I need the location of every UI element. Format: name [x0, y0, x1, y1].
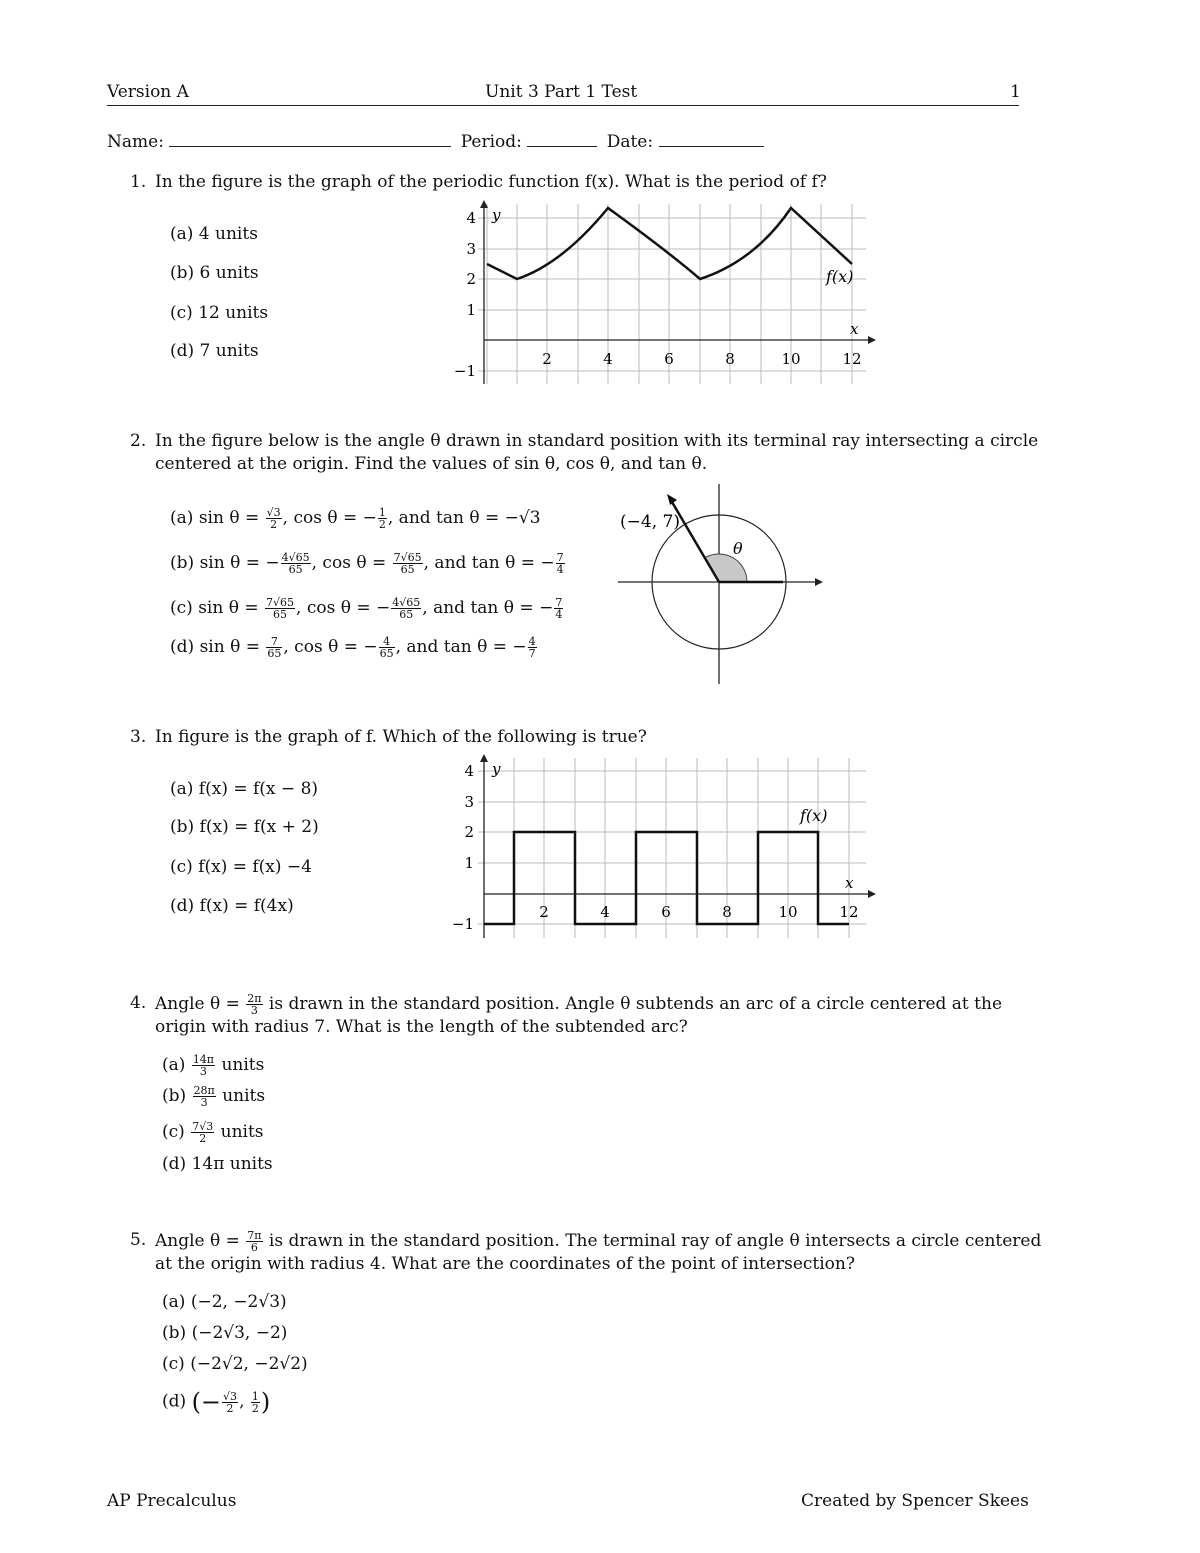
q4-option-a[interactable]: (a) $\frac{14\pi}{3}$ units [162, 1053, 265, 1078]
q5-text-line2: at the origin with radius 4. What are the coordinates of the point of intersection? [155, 1254, 855, 1274]
q2-angle-label: θ [733, 539, 743, 558]
q1-x-tick: 4 [603, 350, 613, 368]
q3-y-tick: 4 [464, 762, 474, 780]
q4-option-d[interactable]: (d) 14π units [162, 1154, 273, 1174]
q1-x-tick: 10 [781, 350, 801, 368]
q2-option-d[interactable]: (d) sin θ = $\frac{7}{65}$ , cos θ = − $\frac{4}{65}$ , and tan θ = − $\frac{4}{7}$ [170, 635, 536, 660]
q3-x-tick: 12 [839, 903, 859, 921]
q5-option-a[interactable]: (a) (−2, −2√3) [162, 1292, 287, 1312]
q3-graph [440, 750, 880, 946]
q3-x-tick: 10 [778, 903, 798, 921]
q3-x-label: x [845, 874, 854, 892]
q1-x-tick: 12 [842, 350, 862, 368]
footer-course: AP Precalculus [107, 1491, 237, 1511]
q5-number: 5. [130, 1230, 147, 1250]
q1-y-label: y [492, 206, 501, 224]
q4-option-b[interactable]: (b) $\frac{28\pi}{3}$ units [162, 1084, 266, 1109]
q2-text-line2: centered at the origin. Find the values of sin θ, cos θ, and tan θ. [155, 454, 708, 474]
q1-y-tick: 4 [466, 209, 476, 227]
header-version: Version A [107, 82, 189, 102]
q3-text: In figure is the graph of f. Which of the following is true? [155, 727, 647, 747]
q4-option-c[interactable]: (c) $\frac{7√3}{2}$ units [162, 1120, 264, 1145]
q5-option-d[interactable]: (d) (− $\frac{√3}{2}$ , $\frac{1}{2}$ ) [162, 1388, 271, 1416]
q5-option-b[interactable]: (b) (−2√3, −2) [162, 1323, 288, 1343]
q3-y-tick: 2 [464, 823, 474, 841]
q5-text-line1: Angle θ = $\frac{7\pi}{6}$ is drawn in the standard position. The terminal ray of angle θ intersects a circle centered [155, 1229, 1042, 1254]
q3-y-tick: 3 [464, 793, 474, 811]
q3-x-tick: 6 [661, 903, 671, 921]
q3-number: 3. [130, 727, 147, 747]
q5-option-c[interactable]: (c) (−2√2, −2√2) [162, 1354, 308, 1374]
q3-option-b[interactable]: (b) f(x) = f(x + 2) [170, 817, 319, 837]
q1-curve-label: f(x) [826, 267, 854, 286]
q3-option-c[interactable]: (c) f(x) = f(x) −4 [170, 857, 312, 877]
q4-number: 4. [130, 993, 147, 1013]
q1-x-tick: 6 [664, 350, 674, 368]
q1-x-tick: 2 [542, 350, 552, 368]
q3-option-d[interactable]: (d) f(x) = f(4x) [170, 896, 294, 916]
name-blank[interactable] [169, 145, 451, 147]
q3-x-tick: 2 [539, 903, 549, 921]
q4-text-line2: origin with radius 7. What is the length of the subtended arc? [155, 1017, 688, 1037]
q1-option-d[interactable]: (d) 7 units [170, 341, 259, 361]
q1-y-tick: −1 [453, 362, 476, 380]
q4-text-line1: Angle θ = $\frac{2\pi}{3}$ is drawn in the standard position. Angle θ subtends an arc of a circle centered at the [155, 992, 1003, 1017]
q3-y-tick: 1 [464, 854, 474, 872]
name-label: Name: [107, 132, 164, 152]
date-label: Date: [606, 132, 654, 152]
q1-x-label: x [850, 320, 859, 338]
q1-graph [440, 196, 880, 392]
q1-y-tick: 3 [466, 240, 476, 258]
header-title: Unit 3 Part 1 Test [485, 82, 638, 102]
q3-x-tick: 4 [600, 903, 610, 921]
q2-option-b[interactable]: (b) sin θ = − $\frac{4√65}{65}$ , cos θ = $\frac{7√65}{65}$ , and tan θ = − $\frac{7}{4}$ [170, 551, 564, 576]
q3-x-tick: 8 [722, 903, 732, 921]
q2-option-a[interactable]: (a) sin θ = $\frac{√3}{2}$ , cos θ = − $\frac{1}{2}$ , and tan θ = −√3 [170, 506, 541, 531]
q2-option-c[interactable]: (c) sin θ = $\frac{7√65}{65}$ , cos θ = − $\frac{4√65}{65}$ , and tan θ = − $\frac{7}{4}$ [170, 596, 563, 621]
q1-text: In the figure is the graph of the periodic function f(x). What is the period of f? [155, 172, 827, 192]
q2-text-line1: In the figure below is the angle θ drawn in standard position with its terminal ray intersecting a circle [155, 431, 1039, 451]
q2-point-label: (−4, 7) [620, 512, 680, 532]
footer-author: Created by Spencer Skees [801, 1491, 1029, 1511]
q1-y-tick: 2 [466, 270, 476, 288]
q3-y-label: y [492, 760, 501, 778]
q1-number: 1. [130, 172, 147, 192]
info-line [107, 132, 764, 152]
q3-option-a[interactable]: (a) f(x) = f(x − 8) [170, 779, 319, 799]
header-page-number: 1 [1010, 82, 1021, 102]
q1-x-tick: 8 [725, 350, 735, 368]
header-rule [107, 105, 1019, 106]
q1-y-tick: 1 [466, 301, 476, 319]
q3-y-tick: −1 [451, 915, 474, 933]
q2-unit-circle-figure [600, 480, 840, 690]
q3-curve-label: f(x) [800, 806, 828, 825]
period-label: Period: [460, 132, 522, 152]
q1-option-a[interactable]: (a) 4 units [170, 224, 258, 244]
q1-option-c[interactable]: (c) 12 units [170, 303, 269, 323]
q1-option-b[interactable]: (b) 6 units [170, 263, 259, 283]
period-blank[interactable] [527, 145, 597, 147]
q2-number: 2. [130, 431, 147, 451]
date-blank[interactable] [659, 145, 764, 147]
